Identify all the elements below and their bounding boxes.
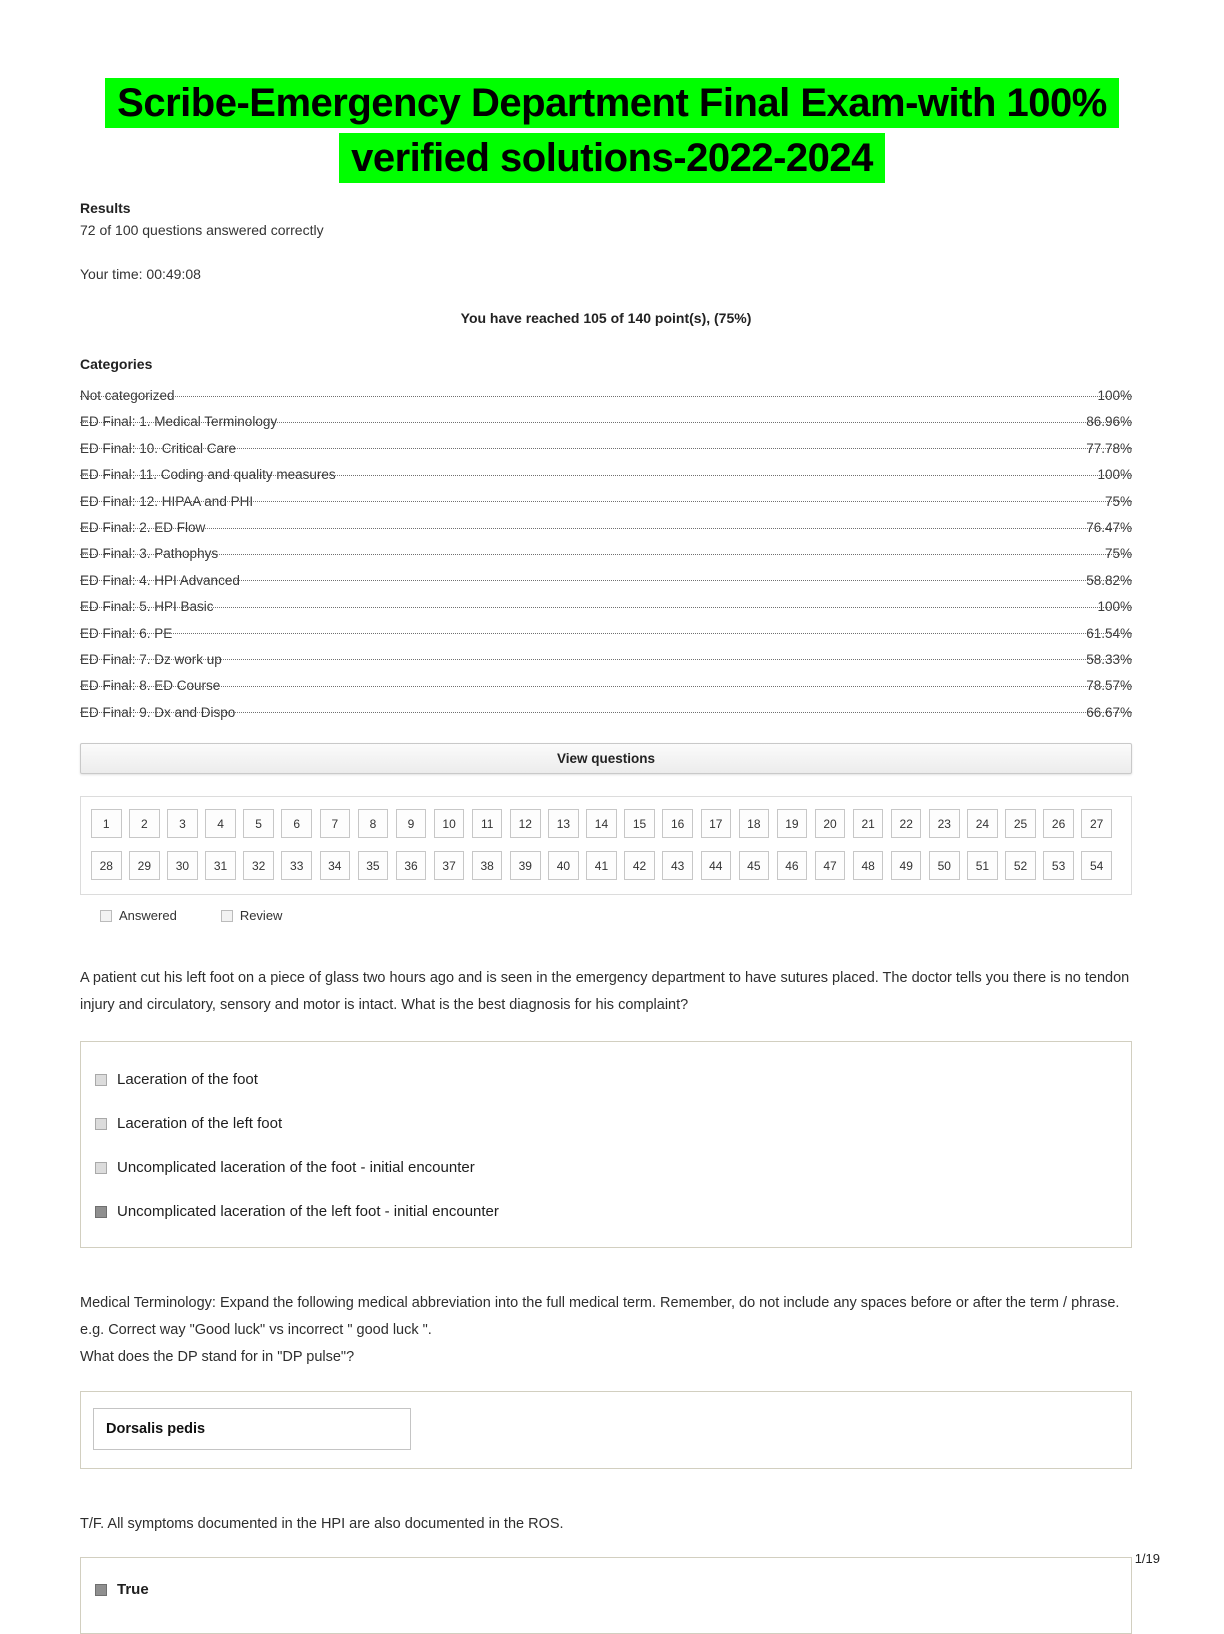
question-number-box[interactable]: 23	[929, 809, 960, 838]
answer-option[interactable]	[95, 1572, 1117, 1607]
category-row[interactable]	[80, 699, 1132, 725]
question-number-box[interactable]: 1	[91, 809, 122, 838]
question-3-paragraph: T/F. All symptoms documented in the HPI are also documented in the ROS.	[80, 1515, 564, 1532]
legend-swatch-icon	[100, 910, 112, 922]
question-number-box[interactable]: 38	[472, 851, 503, 880]
question-number-box[interactable]: 30	[167, 851, 198, 880]
question-2-line-3: What does the DP stand for in "DP pulse"?	[80, 1348, 355, 1365]
results-heading: Results	[80, 200, 131, 217]
question-number-box[interactable]: 26	[1043, 809, 1074, 838]
question-number-box[interactable]: 43	[662, 851, 693, 880]
answer-option-label: Uncomplicated laceration of the foot - initial encounter	[117, 1159, 475, 1177]
category-label: ED Final: 1. Medical Terminology	[80, 414, 278, 430]
legend-swatch-icon	[221, 910, 233, 922]
question-number-box[interactable]: 21	[853, 809, 884, 838]
question-number-box[interactable]: 51	[967, 851, 998, 880]
category-row[interactable]	[80, 462, 1132, 488]
category-percent: 76.47%	[1086, 520, 1132, 536]
category-row[interactable]	[80, 541, 1132, 567]
dotted-leader-line	[80, 686, 1132, 687]
answer-options-box-1	[80, 1041, 1132, 1248]
page-header	[92, 76, 1132, 186]
category-percent: 61.54%	[1086, 625, 1132, 641]
question-number-box[interactable]: 18	[739, 809, 770, 838]
question-number-box[interactable]: 17	[701, 809, 732, 838]
legend-label: Review	[239, 908, 283, 924]
checkbox-checked-icon	[95, 1206, 107, 1218]
question-number-box[interactable]: 41	[586, 851, 617, 880]
checkbox-icon	[95, 1074, 107, 1086]
time-spent: Your time: 00:49:08	[80, 266, 201, 283]
answer-option[interactable]	[95, 1106, 1117, 1141]
category-row[interactable]	[80, 409, 1132, 435]
answer-option[interactable]	[95, 1150, 1117, 1185]
question-number-box[interactable]: 6	[281, 809, 312, 838]
question-number-grid	[80, 796, 1132, 895]
question-number-box[interactable]: 36	[396, 851, 427, 880]
category-percent: 66.67%	[1086, 704, 1132, 720]
category-percent: 100%	[1097, 599, 1132, 615]
question-number-row	[91, 851, 1121, 880]
dotted-leader-line	[80, 396, 1132, 397]
category-percent: 58.82%	[1086, 572, 1132, 588]
answer-option-label: Uncomplicated laceration of the left foot - initial encounter	[117, 1203, 499, 1221]
category-label: ED Final: 9. Dx and Dispo	[80, 704, 236, 720]
category-label: ED Final: 6. PE	[80, 625, 173, 641]
category-label: ED Final: 2. ED Flow	[80, 520, 206, 536]
question-number-box[interactable]: 2	[129, 809, 160, 838]
category-label: ED Final: 12. HIPAA and PHI	[80, 493, 254, 509]
score-summary: 72 of 100 questions answered correctly	[80, 222, 324, 239]
question-number-box[interactable]: 7	[320, 809, 351, 838]
grid-legend	[100, 908, 1132, 923]
category-label: ED Final: 3. Pathophys	[80, 546, 219, 562]
page-title-highlight: Scribe-Emergency Department Final Exam-with 100% verified solutions-2022-2024	[105, 78, 1119, 183]
dotted-leader-line	[80, 633, 1132, 634]
answer-option[interactable]	[95, 1062, 1117, 1097]
question-number-box[interactable]: 16	[662, 809, 693, 838]
view-questions-button[interactable]: View questions	[80, 743, 1132, 774]
checkbox-icon	[95, 1118, 107, 1130]
category-label: ED Final: 4. HPI Advanced	[80, 572, 240, 588]
category-percent: 75%	[1104, 546, 1132, 562]
category-label: ED Final: 5. HPI Basic	[80, 599, 214, 615]
dotted-leader-line	[80, 607, 1132, 608]
category-percent: 58.33%	[1086, 651, 1132, 667]
category-row[interactable]	[80, 594, 1132, 620]
categories-heading: Categories	[80, 356, 153, 373]
dotted-leader-line	[80, 528, 1132, 529]
dotted-leader-line	[80, 554, 1132, 555]
question-text-2	[80, 1290, 1132, 1370]
question-number-box[interactable]: 9	[396, 809, 427, 838]
question-number-box[interactable]: 29	[129, 851, 160, 880]
category-row[interactable]	[80, 435, 1132, 461]
category-list	[80, 382, 1132, 725]
answer-fill-box	[80, 1391, 1132, 1469]
dotted-leader-line	[80, 712, 1132, 713]
page-number: 1/19	[1134, 1551, 1160, 1566]
category-percent: 86.96%	[1086, 414, 1132, 430]
question-number-box[interactable]: 14	[586, 809, 617, 838]
question-number-box[interactable]: 27	[1081, 809, 1112, 838]
question-text-3	[80, 1511, 1132, 1538]
category-row[interactable]	[80, 620, 1132, 646]
category-percent: 77.78%	[1086, 440, 1132, 456]
dotted-leader-line	[80, 659, 1132, 660]
category-percent: 78.57%	[1086, 678, 1132, 694]
question-number-box[interactable]: 52	[1005, 851, 1036, 880]
category-percent: 75%	[1104, 493, 1132, 509]
question-number-box[interactable]: 48	[853, 851, 884, 880]
question-number-box[interactable]: 39	[510, 851, 541, 880]
question-2-line-1: Medical Terminology: Expand the following medical abbreviation into the full medical term. Remember, do not include any spaces before or after the term / phrase.	[80, 1295, 1120, 1312]
category-row[interactable]	[80, 382, 1132, 408]
answer-options-box-3	[80, 1557, 1132, 1634]
category-row[interactable]	[80, 514, 1132, 540]
checkbox-checked-icon	[95, 1584, 107, 1596]
question-number-box[interactable]: 54	[1081, 851, 1112, 880]
question-number-box[interactable]: 53	[1043, 851, 1074, 880]
category-label: ED Final: 10. Critical Care	[80, 440, 237, 456]
question-number-box[interactable]: 25	[1005, 809, 1036, 838]
question-2-line-2: e.g. Correct way "Good luck" vs incorrect " good luck ".	[80, 1321, 432, 1338]
question-number-box[interactable]: 10	[434, 809, 465, 838]
question-number-box[interactable]: 32	[243, 851, 274, 880]
question-number-row	[91, 809, 1121, 838]
dotted-leader-line	[80, 448, 1132, 449]
category-label: ED Final: 11. Coding and quality measures	[80, 467, 336, 483]
category-label: Not categorized	[80, 388, 175, 404]
answer-option[interactable]	[95, 1194, 1117, 1229]
question-number-box[interactable]: 40	[548, 851, 579, 880]
question-number-box[interactable]: 4	[205, 809, 236, 838]
question-number-box[interactable]: 33	[281, 851, 312, 880]
question-1-paragraph: A patient cut his left foot on a piece of glass two hours ago and is seen in the emergency department to have sutures placed. The doctor tells you there is no tendon injury and circulatory, sensory and motor is intact. What is the best diagnosis for his complaint?	[80, 970, 1130, 1014]
question-number-box[interactable]: 28	[91, 851, 122, 880]
legend-label: Answered	[119, 908, 177, 924]
category-row[interactable]	[80, 673, 1132, 699]
question-number-box[interactable]: 47	[815, 851, 846, 880]
category-row[interactable]	[80, 567, 1132, 593]
question-number-box[interactable]: 45	[739, 851, 770, 880]
question-number-box[interactable]: 37	[434, 851, 465, 880]
answer-option-label: True	[117, 1581, 149, 1599]
question-number-box[interactable]: 5	[243, 809, 274, 838]
category-label: ED Final: 8. ED Course	[80, 678, 221, 694]
question-number-box[interactable]: 50	[929, 851, 960, 880]
question-number-box[interactable]: 34	[320, 851, 351, 880]
legend-item	[100, 908, 177, 923]
question-number-box[interactable]: 20	[815, 809, 846, 838]
question-number-box[interactable]: 13	[548, 809, 579, 838]
question-number-box[interactable]: 46	[777, 851, 808, 880]
category-percent: 100%	[1097, 467, 1132, 483]
category-row[interactable]	[80, 488, 1132, 514]
page-title	[92, 76, 1132, 186]
question-number-box[interactable]: 12	[510, 809, 541, 838]
answer-input[interactable]: Dorsalis pedis	[93, 1408, 411, 1450]
question-number-box[interactable]: 19	[777, 809, 808, 838]
checkbox-icon	[95, 1162, 107, 1174]
question-number-box[interactable]: 22	[891, 809, 922, 838]
answer-option-label: Laceration of the foot	[117, 1071, 258, 1089]
main-content	[80, 200, 1132, 1634]
question-number-box[interactable]: 24	[967, 809, 998, 838]
question-text-1	[80, 965, 1132, 1019]
answer-option-label: Laceration of the left foot	[117, 1115, 283, 1133]
question-number-box[interactable]: 35	[358, 851, 389, 880]
category-row[interactable]	[80, 646, 1132, 672]
legend-item	[221, 908, 283, 923]
question-number-box[interactable]: 31	[205, 851, 236, 880]
question-number-box[interactable]: 49	[891, 851, 922, 880]
question-number-box[interactable]: 3	[167, 809, 198, 838]
category-percent: 100%	[1097, 388, 1132, 404]
question-number-box[interactable]: 44	[701, 851, 732, 880]
category-label: ED Final: 7. Dz work up	[80, 651, 222, 667]
question-number-box[interactable]: 15	[624, 809, 655, 838]
points-reached: You have reached 105 of 140 point(s), (75%)	[460, 310, 752, 327]
question-number-box[interactable]: 8	[358, 809, 389, 838]
question-number-box[interactable]: 42	[624, 851, 655, 880]
question-number-box[interactable]: 11	[472, 809, 503, 838]
